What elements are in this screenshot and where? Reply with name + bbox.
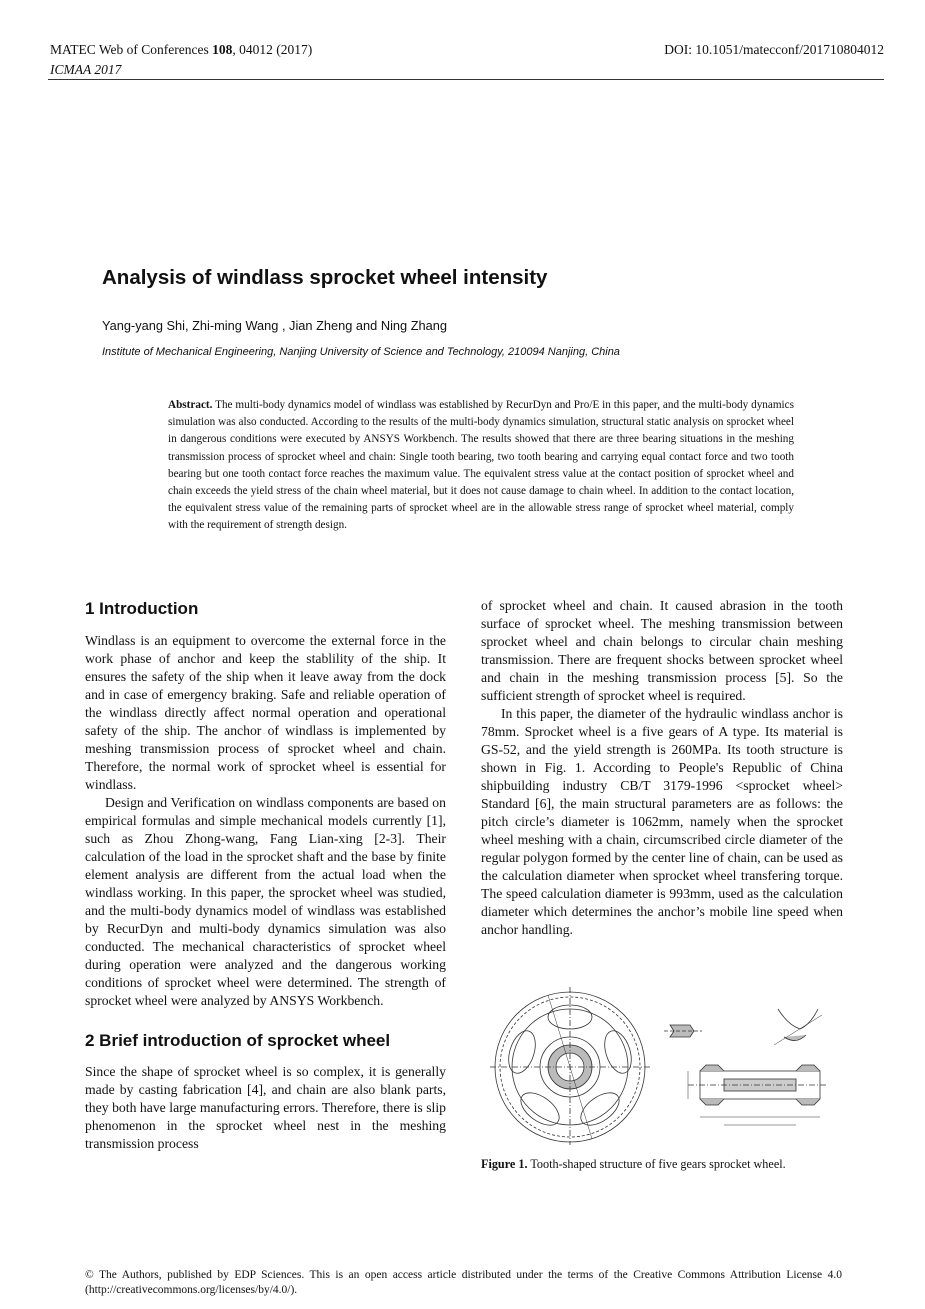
sprocket-wheel-drawing xyxy=(488,985,833,1145)
article-number: , 04012 (2017) xyxy=(232,42,313,57)
conference-acronym: ICMAA 2017 xyxy=(50,62,122,77)
figure-caption-text: Tooth-shaped structure of five gears sprocket wheel. xyxy=(527,1157,786,1171)
affiliation: Institute of Mechanical Engineering, Nanjing University of Science and Technology, 210094 Nanjing, China xyxy=(102,346,620,358)
paper-title: Analysis of windlass sprocket wheel intensity xyxy=(102,266,548,289)
tooth-profile-view xyxy=(774,1009,822,1045)
figure-label: Figure 1. xyxy=(481,1157,528,1171)
sprocket-front-view xyxy=(490,987,650,1145)
doi-link[interactable]: DOI: 10.1051/matecconf/201710804012 xyxy=(664,42,884,57)
right-column xyxy=(481,597,843,939)
figure-caption xyxy=(481,1157,786,1172)
left-column xyxy=(85,598,446,1153)
paragraph: of sprocket wheel and chain. It caused abrasion in the tooth surface of sprocket wheel. The meshing transmission between sprocket wheel and chain belongs to circular chain meshing transmission. There are frequent shocks between sprocket wheel and chain in the meshing transmission process [5]. So the sufficient strength of sprocket wheel is required. xyxy=(481,598,843,703)
paragraph: Since the shape of sprocket wheel is so complex, it is generally made by casting fabrication [4], and chain are also blank parts, they both have large manufacturing errors. Therefore, there is slip phenomenon in the sprocket wheel nest in the meshing transmission process xyxy=(85,1064,446,1151)
author-list: Yang-yang Shi, Zhi-ming Wang , Jian Zheng and Ning Zhang xyxy=(102,318,447,333)
paragraph: In this paper, the diameter of the hydraulic windlass anchor is 78mm. Sprocket wheel is a five gears of A type. Its material is GS-52, and the yield strength is 260MPa. Its tooth structure is shown in Fig. 1. According to People's Republic of China shipbuilding industry CB/T 3179-1996 <sprocket wheel> Standard [6], the main structural parameters are as follows: the pitch circle’s diameter is 1062mm, namely when the sprocket wheel meshing with a chain, circumscribed circle diameter of the regular polygon formed by the center line of chain, can be used as the calculation diameter when sprocket wheel transfering torque. The speed calculation diameter is 993mm, used as the calculation diameter which determines the anchor’s mobile line speed when anchor handling. xyxy=(481,706,843,937)
section-heading-introduction: 1 Introduction xyxy=(85,599,199,618)
chain-link-section xyxy=(664,1025,702,1037)
paragraph: Design and Verification on windlass components are based on empirical formulas and simple mechanical models currently [1], such as Zhou Zhong-wang, Fang Lian-xing [2-3]. Their calculation of the load in the sprocket shaft and the base by finite element analysis are different from the actual load when the windlass working. In this paper, the sprocket wheel was studied, and the multi-body dynamics model of windlass was established by RecurDyn and multi-body dynamics simulation was also conducted. The mechanical characteristics of sprocket wheel during operation were analyzed and the dangerous working conditions of sprocket wheel were determined. The strength of sprocket wheel were analyzed by ANSYS Workbench. xyxy=(85,795,446,1008)
conference-citation xyxy=(50,42,312,58)
running-header-left xyxy=(50,42,312,78)
volume-number: 108 xyxy=(212,42,233,57)
abstract-text: The multi-body dynamics model of windlass was established by RecurDyn and Pro/E in this paper, and the multi-body dynamics simulation was also conducted. According to the results of the multi-body dynamics simulation, structural static analysis on sprocket wheel in dangerous conditions were executed by ANSYS Workbench. The results showed that there are three bearing situations in the meshing transmission process of sprocket wheel and chain: Single tooth bearing, two tooth bearing and carrying equal contact force and two tooth bearing but one tooth contact force reaches the maximum value. The equivalent stress value at the contact position of sprocket wheel and chain exceeds the yield stress of the chain wheel material, but it does not cause damage to chain wheel. In addition to the contact location, the equivalent stress value of the remaining parts of sprocket wheel are in the allowable stress range of sprocket wheel material, comply with the requirement of strength design. xyxy=(168,399,794,532)
license-footer: © The Authors, published by EDP Sciences. This is an open access article distributed under the terms of the Creative Commons Attribution License 4.0 (http://creativecommons.org/licenses/by/4.0/). xyxy=(85,1269,842,1296)
paragraph: Windlass is an equipment to overcome the external force in the work phase of anchor and keep the stablility of the ship. It ensures the safety of the ship when it leave away from the dock and in case of emergency braking. Safe and reliable operation of the windlass directly affect normal operation and operational safety of the ship. The anchor of windlass is implemented by meshing transmission process of sprocket wheel and chain. Therefore, the normal work of sprocket wheel is essential for windlass. xyxy=(85,633,446,792)
section-heading-sprocket-wheel: 2 Brief introduction of sprocket wheel xyxy=(85,1031,391,1050)
header-divider xyxy=(48,79,884,80)
abstract xyxy=(168,397,794,535)
abstract-label: Abstract. xyxy=(168,399,213,411)
conference-name: MATEC Web of Conferences xyxy=(50,42,209,57)
sprocket-section-view xyxy=(688,1065,828,1125)
